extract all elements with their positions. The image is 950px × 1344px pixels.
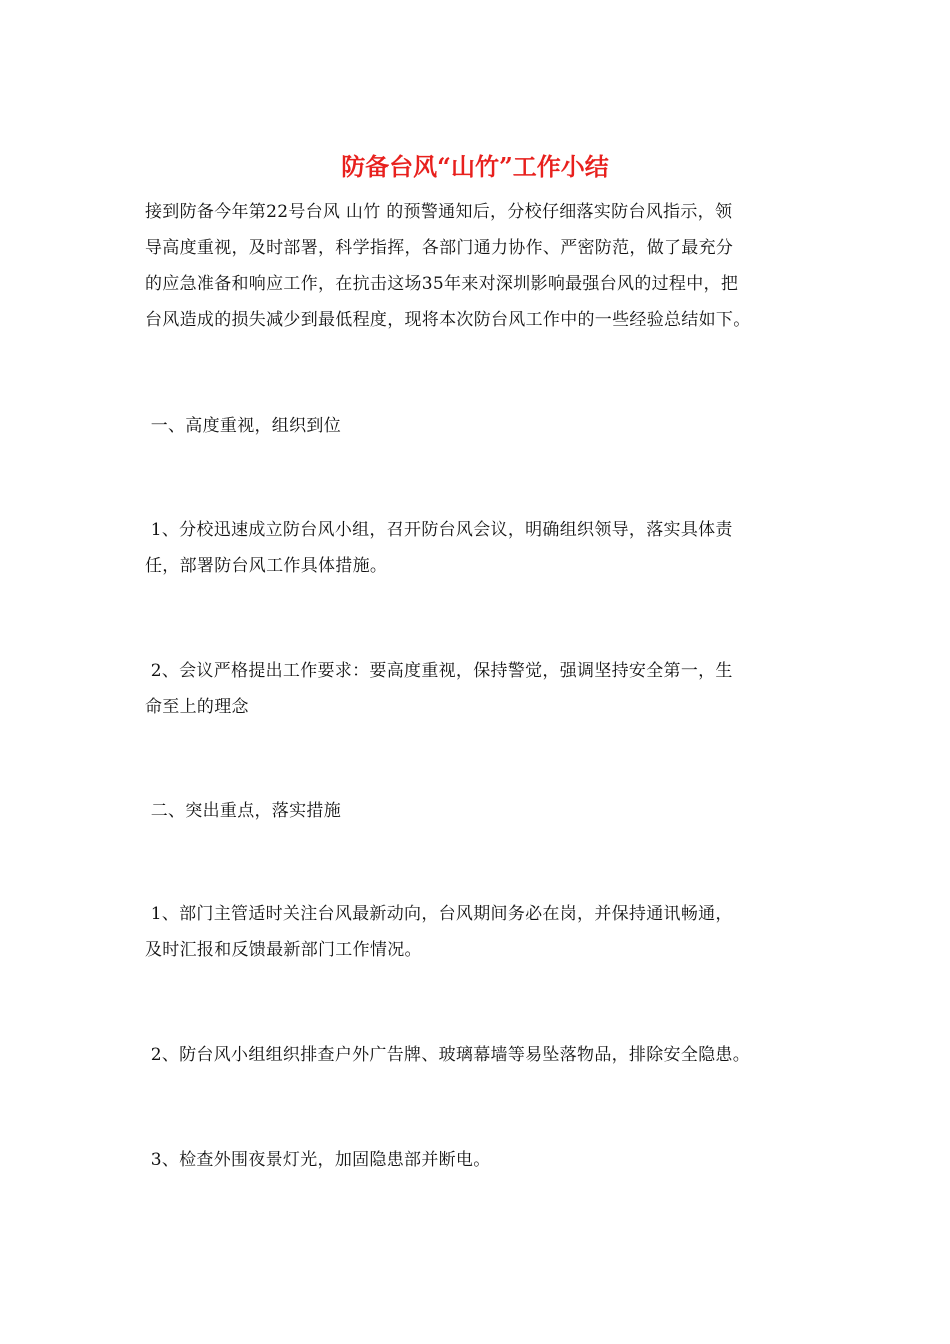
item-2-3 (145, 1142, 810, 1178)
intro-paragraph (145, 194, 810, 338)
section-heading-2 (145, 793, 810, 829)
item-line: 任，部署防台风工作具体措施。 (145, 556, 388, 576)
item-line: 命至上的理念 (145, 697, 249, 717)
item-1-1 (145, 512, 810, 584)
intro-line: 导高度重视，及时部署，科学指挥，各部门通力协作、严密防范，做了最充分 (145, 238, 734, 258)
document-title: 防备台风“山竹”工作小结 (341, 152, 609, 181)
section-heading-1 (145, 408, 810, 444)
item-1-2 (145, 653, 810, 725)
intro-line: 的应急准备和响应工作，在抗击这场35年来对深圳影响最强台风的过程中，把 (145, 274, 739, 294)
intro-line: 接到防备今年第22号台风 山竹 的预警通知后，分校仔细落实防台风指示，领 (145, 202, 733, 222)
section-heading-text: 一、高度重视，组织到位 (145, 416, 342, 436)
item-line: 2、防台风小组组织排查户外广告牌、玻璃幕墙等易坠落物品，排除安全隐患。 (145, 1045, 751, 1065)
item-line: 1、分校迅速成立防台风小组，召开防台风会议，明确组织领导，落实具体责 (145, 520, 733, 540)
section-heading-text: 二、突出重点，落实措施 (145, 801, 342, 821)
item-line: 1、部门主管适时关注台风最新动向，台风期间务必在岗，并保持通讯畅通， (145, 904, 733, 924)
item-line: 及时汇报和反馈最新部门工作情况。 (145, 940, 422, 960)
item-2-1 (145, 896, 810, 968)
intro-line: 台风造成的损失减少到最低程度，现将本次防台风工作中的一些经验总结如下。 (145, 310, 751, 330)
item-line: 3、检查外围夜景灯光，加固隐患部并断电。 (145, 1150, 491, 1170)
item-2-2 (145, 1037, 810, 1073)
item-line: 2、会议严格提出工作要求：要高度重视，保持警觉，强调坚持安全第一，生 (145, 661, 733, 681)
